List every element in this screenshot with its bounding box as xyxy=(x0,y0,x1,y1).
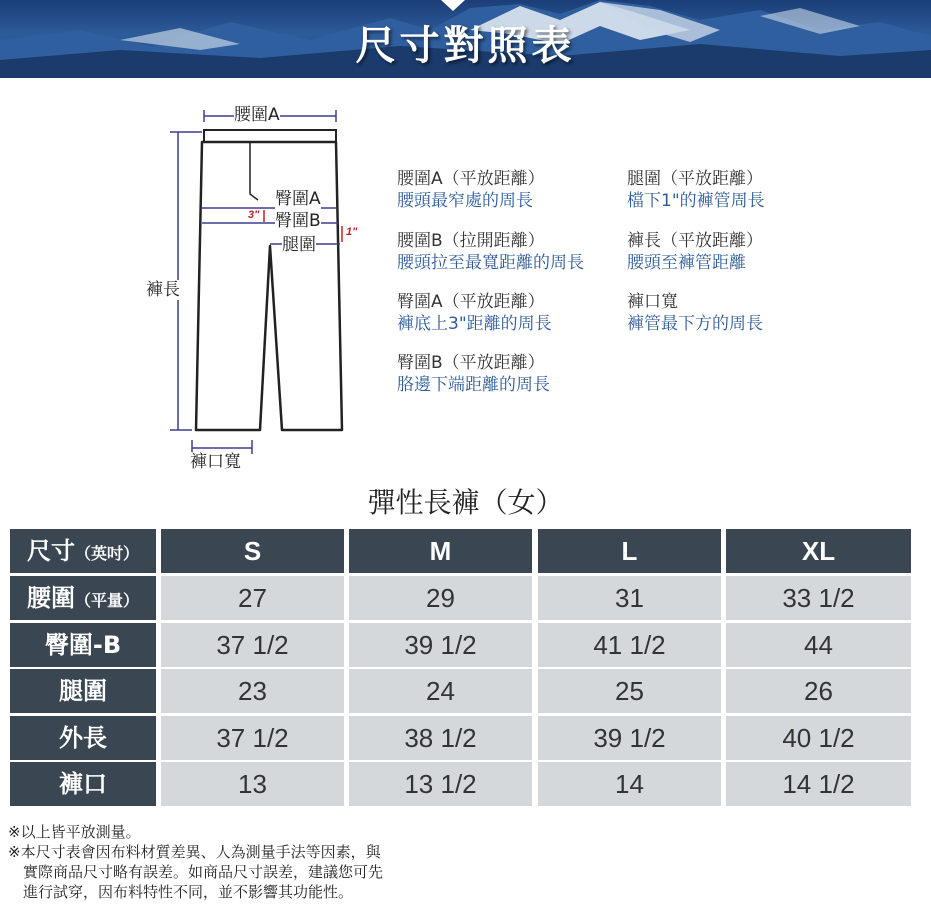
header-unit: （英吋） xyxy=(74,544,139,563)
desc-title: 臀圍B（平放距離） xyxy=(397,353,545,373)
note-line: 實際商品尺寸略有誤差。如商品尺寸誤差，建議您可先 xyxy=(8,863,384,881)
table-cell: 39 1/2 xyxy=(349,623,532,667)
waist-a-label: 腰圍A xyxy=(234,105,280,125)
table-cell: 38 1/2 xyxy=(349,716,532,760)
note-line: ※本尺寸表會因布料材質差異、人為測量手法等因素，與 xyxy=(8,843,381,861)
desc-waist-a xyxy=(397,168,545,212)
table-cell: 33 1/2 xyxy=(726,576,911,620)
row-label: 褲口 xyxy=(59,770,107,798)
length-label: 褲長 xyxy=(146,280,180,300)
section-title: 彈性長褲（女） xyxy=(367,486,564,519)
desc-hip-a xyxy=(397,291,552,335)
desc-waist-b xyxy=(397,230,584,274)
size-l-header: L xyxy=(538,529,721,573)
pants-diagram xyxy=(130,96,370,476)
desc-sub: 腰頭拉至最寬距離的周長 xyxy=(397,253,584,273)
size-xl-header: XL xyxy=(726,529,911,573)
desc-title: 褲口寬 xyxy=(627,292,678,312)
table-cell: 14 xyxy=(538,762,721,806)
row-label: 外長 xyxy=(59,724,107,752)
desc-length xyxy=(627,230,763,274)
size-s-header: S xyxy=(161,529,344,573)
desc-hem xyxy=(627,291,763,335)
thigh-label: 腿圍 xyxy=(282,235,316,255)
desc-sub: 檔下1"的褲管周長 xyxy=(627,191,765,211)
header-label-cell xyxy=(10,529,156,573)
note-line: 進行試穿，因布料特性不同，並不影響其功能性。 xyxy=(8,883,354,901)
banner xyxy=(0,0,931,78)
footnotes xyxy=(8,822,383,902)
desc-sub: 褲管最下方的周長 xyxy=(627,314,763,334)
row-label-cell xyxy=(10,762,156,806)
banner-title: 尺寸對照表 xyxy=(355,23,576,69)
row-label-cell xyxy=(10,576,156,620)
desc-sub: 褲底上3"距離的周長 xyxy=(397,314,552,334)
row-label-cell xyxy=(10,623,156,667)
hip-b-label: 臀圍B xyxy=(275,211,321,231)
desc-hip-b xyxy=(397,352,550,396)
desc-thigh xyxy=(627,168,765,212)
size-m-header: M xyxy=(349,529,532,573)
table-cell: 37 1/2 xyxy=(161,623,344,667)
row-label: 腿圍 xyxy=(59,677,107,705)
table-cell: 31 xyxy=(538,576,721,620)
desc-title: 腰圍B（拉開距離） xyxy=(397,231,545,251)
desc-sub: 胳邊下端距離的周長 xyxy=(397,375,550,395)
desc-sub: 腰頭至褲管距離 xyxy=(627,253,746,273)
row-label: 腰圍 xyxy=(26,584,75,612)
table-cell: 24 xyxy=(349,669,532,713)
banner-notch xyxy=(441,0,465,11)
hip-a-label: 臀圍A xyxy=(275,189,321,209)
table-cell: 14 1/2 xyxy=(726,762,911,806)
table-cell: 25 xyxy=(538,669,721,713)
note-line: ※以上皆平放測量。 xyxy=(8,823,141,841)
desc-title: 褲長（平放距離） xyxy=(627,231,763,251)
table-cell: 41 1/2 xyxy=(538,623,721,667)
table-cell: 40 1/2 xyxy=(726,716,911,760)
table-cell: 39 1/2 xyxy=(538,716,721,760)
table-cell: 13 xyxy=(161,762,344,806)
table-cell: 37 1/2 xyxy=(161,716,344,760)
row-label-cell xyxy=(10,669,156,713)
one-inch-mark: 1" xyxy=(346,226,358,238)
desc-title: 腰圍A（平放距離） xyxy=(397,169,545,189)
desc-title: 腿圍（平放距離） xyxy=(627,169,763,189)
row-label-cell xyxy=(10,716,156,760)
table-cell: 26 xyxy=(726,669,911,713)
table-cell: 27 xyxy=(161,576,344,620)
header-label: 尺寸 xyxy=(26,537,75,565)
three-inch-mark: 3" xyxy=(248,209,260,221)
table-cell: 29 xyxy=(349,576,532,620)
desc-sub: 腰頭最窄處的周長 xyxy=(397,191,533,211)
table-cell: 44 xyxy=(726,623,911,667)
table-cell: 13 1/2 xyxy=(349,762,532,806)
table-cell: 23 xyxy=(161,669,344,713)
hem-label: 褲口寬 xyxy=(190,452,241,472)
desc-title: 臀圍A（平放距離） xyxy=(397,292,545,312)
row-unit: （平量） xyxy=(74,591,139,610)
row-label: 臀圍-B xyxy=(44,631,122,659)
